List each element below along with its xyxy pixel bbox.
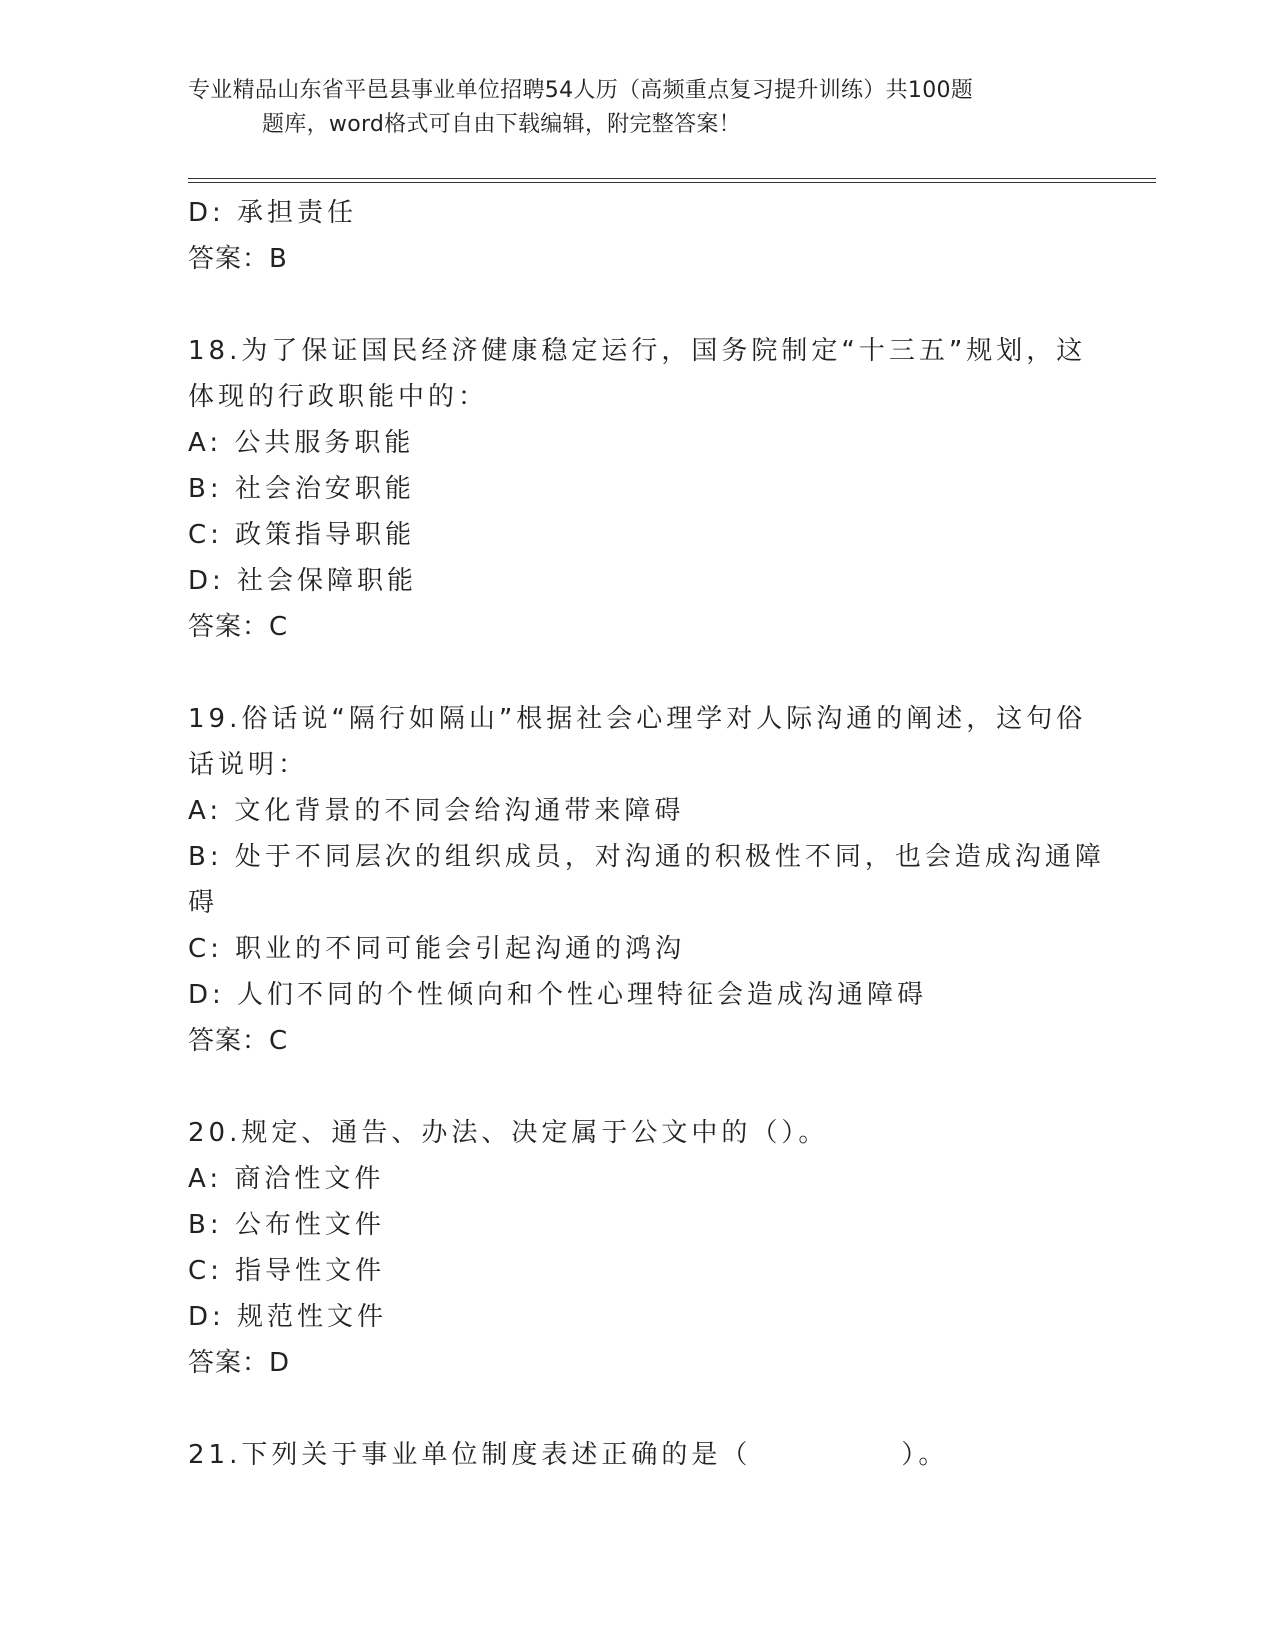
- option: D: 人们不同的个性倾向和个性心理特征会造成沟通障碍: [188, 980, 928, 1010]
- option: A: 商洽性文件: [188, 1164, 385, 1194]
- option: C: 政策指导职能: [188, 520, 416, 550]
- question-block: [188, 1110, 1088, 1432]
- question-stem: 18.为了保证国民经济健康稳定运行，国务院制定“十三五”规划，这: [188, 336, 1087, 366]
- answer-label: 答案：: [188, 244, 270, 274]
- option: B: 公布性文件: [188, 1210, 385, 1240]
- question-stem: 20.规定、通告、办法、决定属于公文中的（）。: [188, 1118, 829, 1148]
- header-line-1: 专业精品山东省平邑县事业单位招聘54人历（高频重点复习提升训练）共100题: [188, 78, 974, 103]
- answer-value: D: [269, 1348, 291, 1378]
- header-divider-thin: [188, 182, 1156, 183]
- question-block: [188, 1432, 1088, 1478]
- answer: [188, 1018, 1088, 1064]
- option: C: 职业的不同可能会引起沟通的鸿沟: [188, 934, 686, 964]
- question-stem: 体现的行政职能中的：: [188, 382, 489, 412]
- question-block: [188, 696, 1105, 1110]
- answer: [188, 604, 1088, 650]
- option: A: 公共服务职能: [188, 428, 415, 458]
- option: D: 社会保障职能: [188, 566, 418, 596]
- answer-value: B: [269, 244, 288, 274]
- option: C: 指导性文件: [188, 1256, 386, 1286]
- question-stem: 话说明：: [188, 750, 309, 780]
- answer-label: 答案：: [188, 612, 270, 642]
- header-divider-thick: [188, 178, 1156, 179]
- header-line-2: 题库，word格式可自由下载编辑，附完整答案！: [262, 112, 741, 137]
- question-stem: 21.下列关于事业单位制度表述正确的是（ ）。: [188, 1440, 949, 1470]
- option: B: 处于不同层次的组织成员，对沟通的积极性不同，也会造成沟通障: [188, 842, 1105, 872]
- question-list: [188, 190, 1105, 1478]
- option: A: 文化背景的不同会给沟通带来障碍: [188, 796, 685, 826]
- answer-label: 答案：: [188, 1348, 270, 1378]
- answer-value: C: [269, 1026, 289, 1056]
- carryover-option-d: D: 承担责任: [188, 198, 358, 228]
- answer: [188, 1340, 1088, 1386]
- question-block: [188, 328, 1088, 696]
- option: 碍: [188, 888, 219, 918]
- answer-value: C: [269, 612, 289, 642]
- option: D: 规范性文件: [188, 1302, 388, 1332]
- option: B: 社会治安职能: [188, 474, 415, 504]
- answer-label: 答案：: [188, 1026, 270, 1056]
- document-header: [188, 74, 1088, 142]
- question-stem: 19.俗话说“隔行如隔山”根据社会心理学对人际沟通的阐述，这句俗: [188, 704, 1087, 734]
- carryover-answer: [188, 236, 1088, 282]
